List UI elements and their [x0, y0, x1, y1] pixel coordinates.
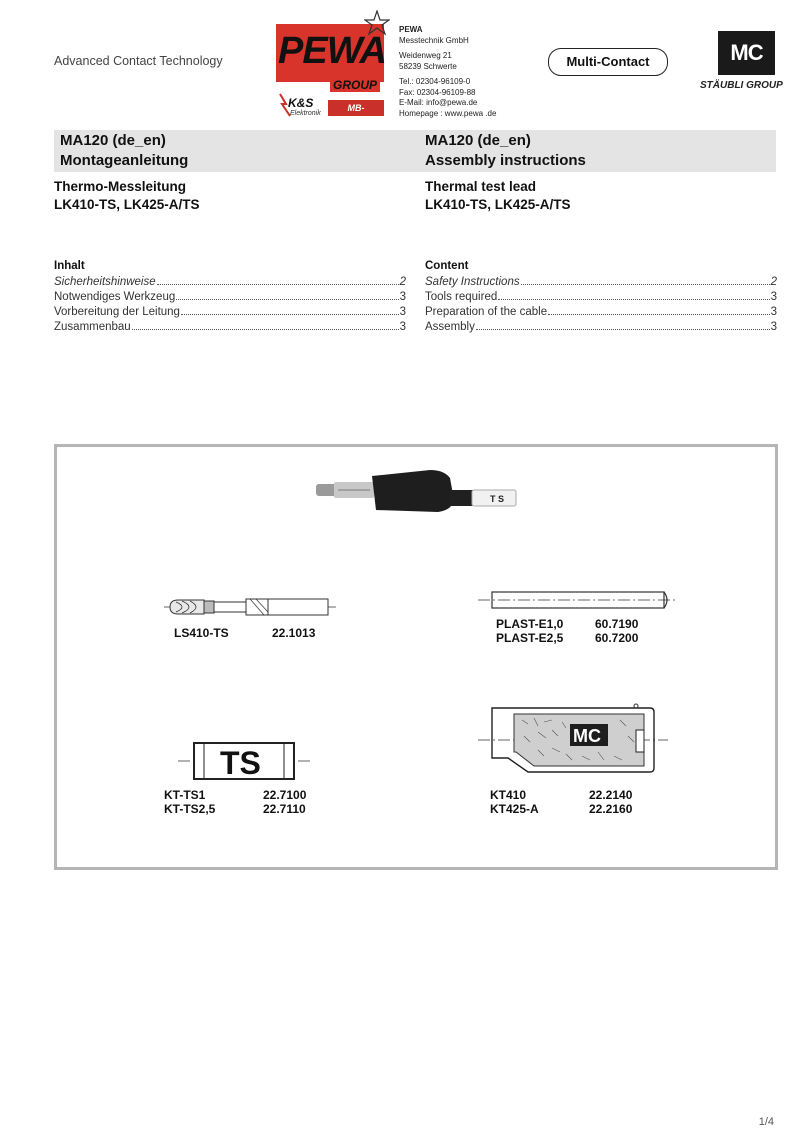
toc-item-de[interactable] — [54, 320, 406, 335]
toc-item-de[interactable] — [54, 305, 406, 320]
address-email[interactable]: E-Mail: info@pewa.de — [399, 98, 478, 107]
toc-item-en[interactable] — [425, 275, 777, 290]
toc-page: 3 — [399, 321, 406, 333]
toc-leader — [521, 284, 770, 285]
address-homepage[interactable]: Homepage : www.pewa .de — [399, 108, 497, 118]
kt-ts-name-2: KT-TS2,5 — [164, 802, 216, 816]
page-number: 1/4 — [758, 1116, 774, 1128]
address-street: Weidenweg 21 — [399, 51, 452, 60]
address-company-sub: Messtechnik GmbH — [399, 35, 469, 45]
product-en — [425, 178, 571, 214]
plast-name-1: PLAST-E1,0 — [496, 617, 564, 631]
toc-en — [425, 259, 777, 335]
toc-page: 3 — [770, 321, 777, 333]
toc-heading-en: Content — [425, 260, 469, 272]
doc-title-de: Montageanleitung — [60, 152, 189, 169]
address-company: PEWA — [399, 25, 423, 34]
mc-logo-box: MC — [718, 31, 775, 75]
toc-label: Tools required — [425, 291, 498, 303]
toc-leader — [476, 329, 770, 330]
address-tel: Tel.: 02304-96109-0 — [399, 77, 471, 86]
toc-page: 3 — [399, 291, 406, 303]
toc-label: Notwendiges Werkzeug — [54, 291, 176, 303]
toc-de — [54, 259, 406, 335]
pewa-group-text: GROUP — [330, 78, 380, 92]
toc-leader — [181, 314, 399, 315]
toc-item-de[interactable] — [54, 290, 406, 305]
toc-label: Assembly — [425, 321, 475, 333]
toc-label: Vorbereitung der Leitung — [54, 306, 180, 318]
toc-leader — [548, 314, 769, 315]
kt-ts-number-1: 22.7100 — [263, 788, 307, 802]
mb-electronic-logo: MB-electronic — [328, 100, 384, 116]
toc-page: 3 — [770, 291, 777, 303]
toc-label: Preparation of the cable — [425, 306, 548, 318]
multi-contact-logo: Multi-Contact — [548, 48, 668, 76]
kt-ts-number-2: 22.7110 — [263, 802, 306, 816]
plast-tube-drawing — [478, 588, 678, 612]
toc-leader — [157, 284, 399, 285]
toc-heading-de: Inhalt — [54, 260, 85, 272]
toc-label: Zusammenbau — [54, 321, 131, 333]
toc-leader — [176, 299, 398, 300]
kt-name-1: KT410 — [490, 788, 527, 802]
company-address — [399, 25, 496, 119]
doc-id-en: MA120 (de_en) — [425, 132, 531, 149]
product-name-en: Thermal test lead — [425, 179, 537, 194]
plast-number-2: 60.7200 — [595, 631, 639, 645]
product-models-en: LK410-TS, LK425-A/TS — [425, 197, 571, 212]
star-icon — [364, 10, 390, 36]
toc-item-en[interactable] — [425, 290, 777, 305]
pewa-logo — [276, 24, 386, 129]
toc-item-en[interactable] — [425, 320, 777, 335]
product-models-de: LK410-TS, LK425-A/TS — [54, 197, 200, 212]
title-en — [425, 131, 586, 171]
product-name-de: Thermo-Messleitung — [54, 179, 187, 194]
kt-ts-label-text: TS — [220, 745, 261, 781]
ls410-name: LS410-TS — [174, 626, 229, 640]
toc-page: 2 — [770, 276, 777, 288]
ks-logo-text: K&S — [288, 96, 314, 110]
toc-leader — [132, 329, 399, 330]
tagline: Advanced Contact Technology — [54, 54, 223, 68]
address-fax: Fax: 02304-96109-88 — [399, 87, 476, 97]
pewa-logo-text: PEWA — [278, 30, 386, 72]
kt-number-2: 22.2160 — [589, 802, 633, 816]
kt-logo-text: MC — [573, 726, 601, 746]
toc-label: Safety Instructions — [425, 276, 520, 288]
toc-label: Sicherheitshinweise — [54, 276, 156, 288]
toc-page: 3 — [770, 306, 777, 318]
kt-name-2: KT425-A — [490, 802, 539, 816]
plast-number-1: 60.7190 — [595, 617, 639, 631]
test-plug-illustration — [312, 466, 522, 522]
toc-page: 3 — [399, 306, 406, 318]
ls410-contact-drawing — [164, 592, 336, 622]
toc-leader — [498, 299, 769, 300]
plug-sleeve-text: T S — [490, 494, 505, 504]
title-de — [60, 131, 188, 171]
kt-ts-sleeve-drawing — [178, 740, 312, 782]
address-city: 58239 Schwerte — [399, 61, 457, 71]
toc-page: 2 — [399, 276, 406, 288]
kt-ts-name-1: KT-TS1 — [164, 788, 206, 802]
staubli-group-text: STÄUBLI GROUP — [700, 80, 783, 91]
plast-name-2: PLAST-E2,5 — [496, 631, 564, 645]
kt410-housing-drawing — [478, 702, 668, 784]
doc-id-de: MA120 (de_en) — [60, 132, 166, 149]
toc-item-en[interactable] — [425, 305, 777, 320]
ks-logo-sub: Elektronik — [290, 110, 321, 117]
doc-title-en: Assembly instructions — [425, 152, 586, 169]
kt-number-1: 22.2140 — [589, 788, 633, 802]
toc-item-de[interactable] — [54, 275, 406, 290]
ls410-number: 22.1013 — [272, 626, 316, 640]
product-de — [54, 178, 200, 214]
